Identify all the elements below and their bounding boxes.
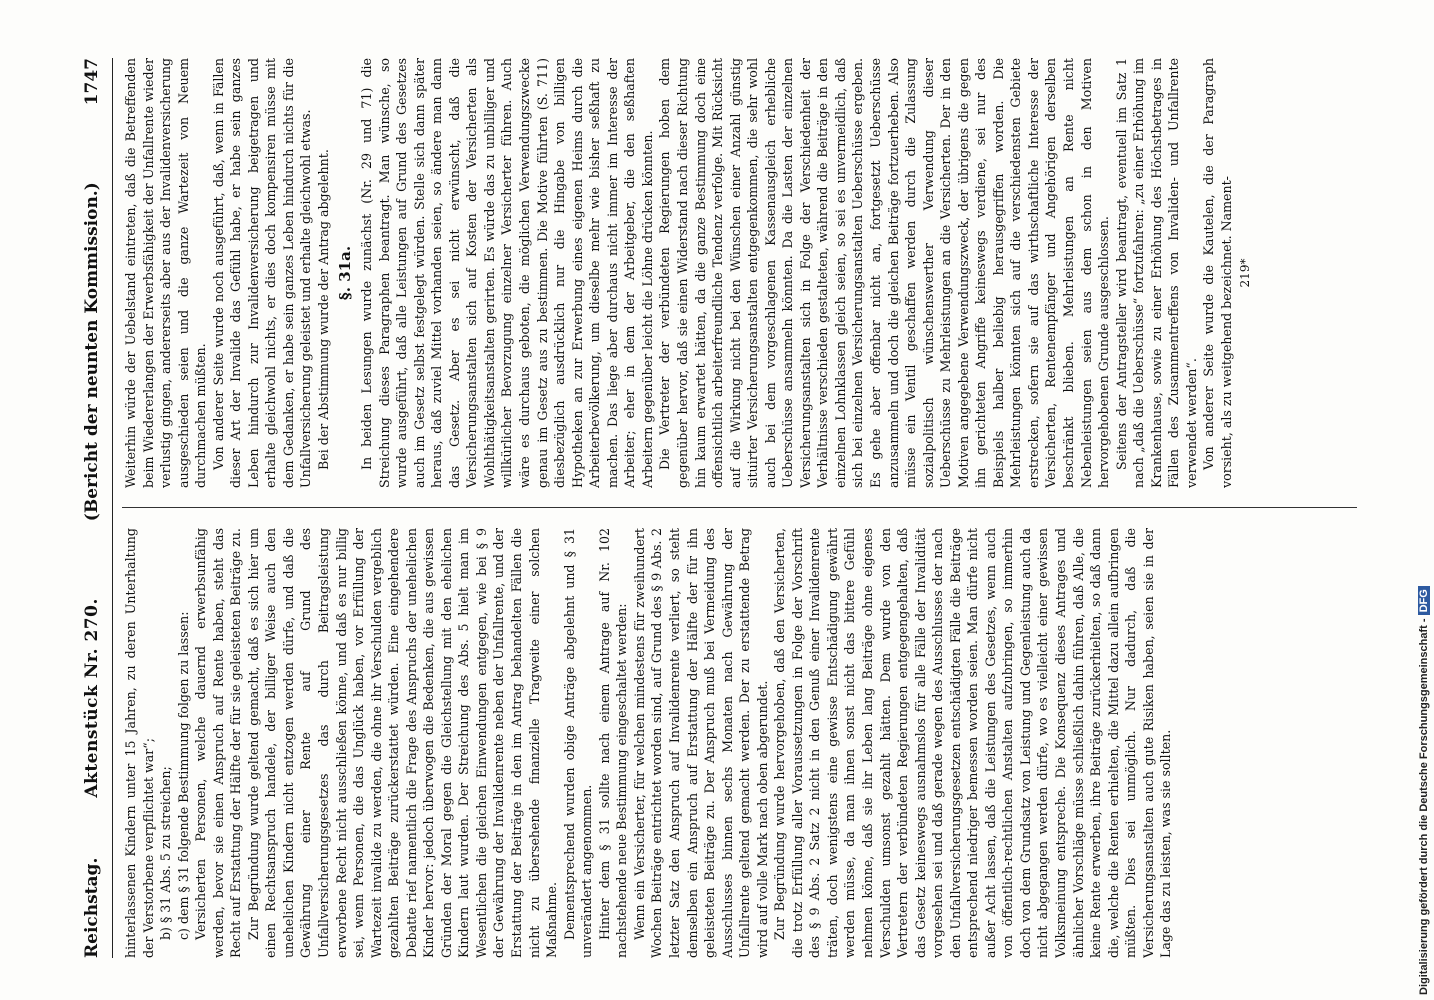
header-aktenstueck: Aktenstück Nr. 270. bbox=[82, 598, 102, 798]
digitization-credit bbox=[1418, 586, 1430, 995]
paragraph: Zur Begründung wurde geltend gemacht, daß es sich hier um einen Rechtsanspruch handele, der billiger Weise auch den unehelichen Kindern nicht entzogen werden dürfe, und daß die Gewährung einer Rente auf Grund des Unfallversicherungsgesetzes das durch Beitragsleistung erworbene Recht nicht ausschließen könne, und daß es nur billig sei, wenn Personen, die das Unglück haben, vor Erfüllung der Wartezeit invalide zu werden, die ohne ihr Verschulden vergeblich gezahlten Beiträge zurückerstattet würden. Eine eingehendere Debatte rief namentlich die Frage des Anspruchs der unehelichen Kinder hervor: jedoch überwogen die Bedenken, die aus gewissen Gründen der Moral gegen die Gleichstellung mit den ehelichen Kindern laut wurden. Der Streichung des Abs. 5 hielt man im Wesentlichen die gleichen Einwendungen entgegen, wie bei § 9 der Gewährung der Invalidenrente neben der Unfallrente, und der Erstattung der Beiträge in den im Antrag behandelten Fällen die nicht zu übersehende finanzielle Tragweite einer solchen Maßnahme. bbox=[245, 528, 560, 958]
header-reichstag: Reichstag. bbox=[82, 857, 102, 958]
paragraph: Die Vertreter der verbündeten Regierungen hoben dem gegenüber hervor, daß sie einen Widerstand nach dieser Richtung hin kaum erwartet hätten, da die ganze Bestimmung doch eine offensichtlich arbeiterfreundliche Tendenz verfolge. Mit Rücksicht auf die Wirkung nicht bei den Wünschen einer Anzahl günstig situirter Versicherungsanstalten entgegenkommen, die sehr wohl auch bei dem vorgeschlagenen Kassenausgleich erhebliche Ueberschüsse ansammeln könnten. Da die Lasten der einzelnen Versicherungsanstalten sich in Folge der Verschiedenheit der Verhältnisse verschieden gestalteten, während die Beiträge in den einzelnen Lohnklassen gleich seien, so sei es unvermeidlich, daß sich bei einzelnen Versicherungsanstalten Ueberschüsse ergeben. Es gehe aber offenbar nicht an, fortgesetzt Ueberschüsse anzusammeln und doch die gleichen Beiträge fortzuerheben. Also müsse ein Ventil geschaffen werden durch die Zulassung sozialpolitisch wünschenswerther Verwendung dieser Ueberschüsse zu Mehrleistungen an die Versicherten. Der in den Motiven angegebene Verwendungszweck, der übrigens die gegen ihn gerichteten Angriffe keineswegs verdiene, sei nur des Beispiels halber beliebig herausgegriffen worden. Die Mehrleistungen könnten sich auf die verschiedensten Gebiete erstrecken, sofern sie auf das wirthschaftliche Interesse der Versicherten, Rentenempfänger und Angehörigen derselben beschränkt blieben. Mehrleistungen an Rente nicht Nebenleistungen seien aus dem schon in den Motiven hervorgehobenen Grunde ausgeschlossen. bbox=[657, 58, 1112, 488]
paragraph: Zur Begründung wurde hervorgehoben, daß den Versicherten, die trotz Erfüllung aller Voraussetzungen in Folge der Vorschrift des § 9 Abs. 2 Satz 2 nicht in den Genuß einer Invalidenrente träten, doch wenigstens eine gewisse Entschädigung gewährt werden müsse, da man ihnen sonst nicht das bittere Gefühl nehmen könne, daß sie ihr Leben lang Beiträge ohne eigenes Verschulden umsonst gezahlt hätten. Dem wurde von den Vertretern der verbündeten Regierungen entgegengehalten, daß das Gesetz keineswegs ausnahmslos für alle Fälle der Invalidität vorgesehen sei und daß gerade wegen des Ausschlusses der nach den Unfallversicherungsgesetzen entschädigten Fälle die Beiträge entsprechend niedriger bemessen worden seien. Man dürfe nicht außer Acht lassen, daß die Leistungen des Gesetzes, wenn auch von öffentlich-rechtlichen Anstalten aufzubringen, so immerhin doch von dem Grundsatz von Leistung und Gegenleistung auch da nicht abgegangen werden dürfe, wo es vielleicht einer gewissen Volksmeinung entspreche. Die Konsequenz dieses Antrages und ähnlicher Vorschläge müsse schließlich dahin führen, daß Alle, die keine Rente erwerben, ihre Beiträge zurückerhielten, so daß dann die, welche die Renten erhielten, die Mittel dazu allein aufbringen müßten. Dies sei unmöglich. Nur dadurch, daß die Versicherungsanstalten auch gute Risiken haben, seien sie in der Lage das zu leisten, was sie sollten. bbox=[772, 528, 1174, 958]
column-divider bbox=[122, 507, 1357, 508]
dfg-logo: DFG bbox=[1418, 586, 1430, 615]
paragraph: hinterlassenen Kindern unter 15 Jahren, zu deren Unterhaltung der Verstorbene verpflichtet war“; bbox=[123, 528, 156, 958]
paragraph: Bei der Abstimmung wurde der Antrag abgelehnt. bbox=[316, 149, 332, 470]
header-commission-title: (Bericht der neunten Kommission.) bbox=[82, 182, 102, 522]
paragraph: Seitens der Antragsteller wird beantragt, eventuell im Satz 1 nach „daß die Ueberschüsse“ fortzufahren: „zu einer Erhöhung im Krankenhause, sowie zu einer Erhöhung des Höchstbetrages in Fällen des Zusammentreffens von Invaliden- und Unfallrente verwendet werden“. bbox=[1113, 58, 1199, 488]
rotated-page bbox=[72, 58, 1362, 958]
page-header bbox=[72, 58, 112, 958]
paragraph: b) § 31 Abs. 5 zu streichen; bbox=[158, 766, 174, 940]
paragraph: Weiterhin würde der Uebelstand eintreten, daß die Betreffenden beim Wiedererlangen der Erwerbsfähigkeit der Unfallrente wieder verlustig gingen, andererseits aber aus der Invalidenversicherung ausgeschieden seien und die ganze Wartezeit von Neuem durchmachen müßten. bbox=[123, 58, 209, 488]
section-heading: §. 31a. bbox=[335, 245, 354, 301]
paragraph: Wenn ein Versicherter, für welchen mindestens für zweihundert Wochen Beiträge entrichtet worden sind, auf Grund des § 9 Abs. 2 letzter Satz den Anspruch auf Invalidenrente verliert, so steht demselben ein Anspruch auf Erstattung der Hälfte der für ihn geleisteten Beiträge zu. Der Anspruch muß bei Vermeidung des Ausschlusses binnen sechs Monaten nach Gewährung der Unfallrente geltend gemacht werden. Der zu erstattende Betrag wird auf volle Mark nach oben abgerundet. bbox=[631, 528, 770, 958]
credit-text: Digitalisierung gefördert durch die Deutsche Forschungsgemeinschaft - bbox=[1418, 618, 1430, 995]
paragraph: c) dem § 31 folgende Bestimmung folgen zu lassen: bbox=[175, 611, 191, 940]
right-column bbox=[122, 58, 1357, 488]
paragraph: Von anderer Seite wurde noch ausgeführt, daß, wenn in Fällen dieser Art der Invalide das Gefühl habe, er habe sein ganzes Leben hindurch zur Invalidenversicherung beigetragen und erhalte gleichwohl nichts, er dies doch kompensiren müsse mit dem Gedanken, er habe sein ganzes Leben hindurch nichts für die Unfallversicherung geleistet und erhalte gleichwohl etwas. bbox=[210, 58, 314, 488]
paragraph: Dementsprechend wurden obige Anträge abgelehnt und § 31 unverändert angenommen. bbox=[561, 528, 595, 958]
left-column bbox=[122, 528, 1357, 958]
paragraph: In beiden Lesungen wurde zunächst (Nr. 29 und 71) die Streichung dieses Paragraphen beantragt. Man wünsche, so wurde ausgeführt, daß alle Leistungen auf Grund des Gesetzes auch im Gesetz selbst festgelegt würden. Stelle sich dann später heraus, daß zuviel Mittel vorhanden seien, so ändere man dann das Gesetz. Aber es sei nicht erwünscht, daß die Versicherungsanstalten sich auf Kosten der Versicherten als Wohlthätigkeitsanstalten gerirten. Es würde das zu unbilliger und willkürlicher Bevorzugung einzelner Versicherter führen. Auch wäre es durchaus geboten, die möglichen Verwendungszwecke genau im Gesetz aus zu bestimmen. Die Motive führten (S. 711) diesbezüglich ausdrücklich nur die Hingabe von billigen Hypotheken an zur Erwerbung eines eigenen Heims durch die Arbeiterbevölkerung, um dieselbe mehr wie bisher seßhaft zu machen. Das liege aber durchaus nicht immer im Interesse der Arbeiter; eher in dem der Arbeitgeber, die den seßhaften Arbeitern gegenüber leicht die Löhne drücken könnten. bbox=[359, 58, 655, 488]
paragraph: Von anderer Seite wurde die Kautelen, die der Paragraph vorsieht, als zu weitgehend bezeichnet. Nament- bbox=[1201, 58, 1234, 488]
header-rule bbox=[112, 58, 113, 958]
sheet-signature: 219* bbox=[1238, 258, 1253, 288]
header-left bbox=[82, 598, 102, 958]
page-number: 1747 bbox=[82, 58, 102, 106]
paragraph: Versicherten Personen, welche dauernd erwerbsunfähig werden, bevor sie einen Anspruch auf Rente haben, steht das Recht auf Erstattung der Hälfte der für sie geleisteten Beiträge zu. bbox=[193, 528, 244, 958]
paragraph: Hinter dem § 31 sollte nach einem Antrage auf Nr. 102 nachstehende neue Bestimmung eingeschaltet werden: bbox=[596, 528, 630, 958]
